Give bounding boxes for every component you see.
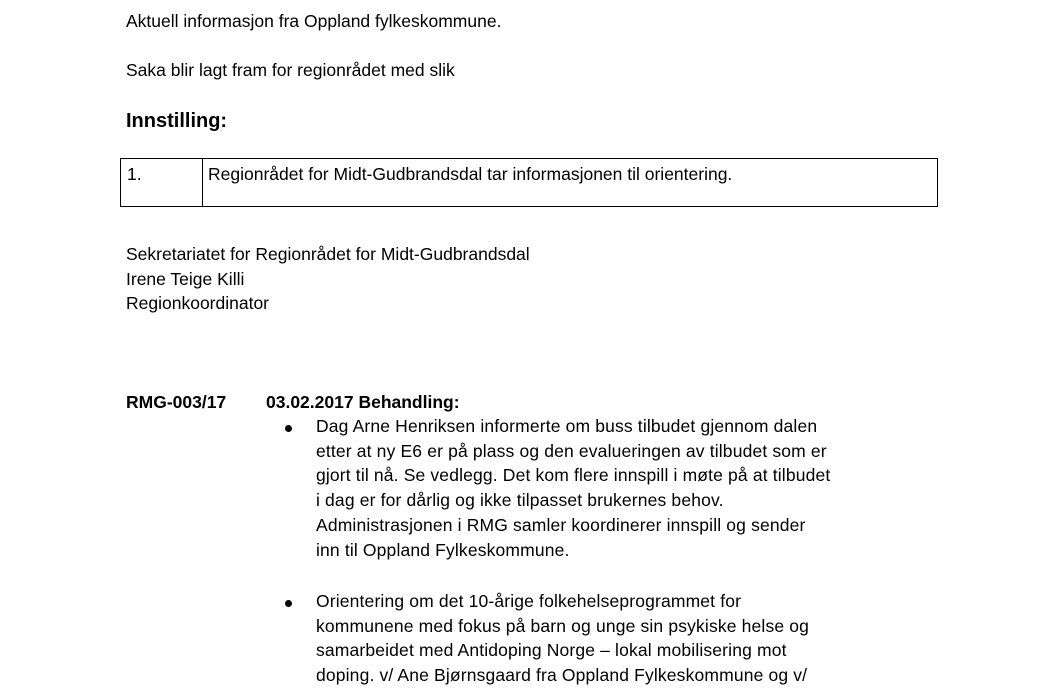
table-cell-number: 1. — [127, 164, 142, 184]
bullet-line: gjort til nå. Se vedlegg. Det kom flere innspill i møte på at tilbudet — [316, 465, 831, 486]
signature-org: Sekretariatet for Regionrådet for Midt-Gudbrandsdal — [126, 244, 530, 264]
intro-text: Aktuell informasjon fra Oppland fylkeskommune. — [126, 11, 502, 31]
signature-title: Regionkoordinator — [126, 293, 270, 313]
recommendation-table — [120, 158, 938, 207]
bullet-icon — [285, 600, 292, 607]
bullet-icon — [285, 425, 292, 432]
bullet-line: i dag er for dårlig og ikke tilpasset brukernes behov. — [316, 490, 724, 511]
bullet-line: Orientering om det 10-årige folkehelseprogrammet for — [316, 591, 742, 611]
table-divider — [202, 159, 203, 206]
proposal-text: Saka blir lagt fram for regionrådet med slik — [126, 60, 455, 80]
bullet-line: inn til Oppland Fylkeskommune. — [316, 539, 570, 560]
case-date-label: 03.02.2017 Behandling: — [266, 392, 460, 412]
bullet-item-bus — [316, 414, 936, 562]
recommendation-heading: Innstilling: — [126, 110, 228, 132]
bullet-line: Administrasjonen i RMG samler koordinerer innspill og sender — [316, 514, 806, 535]
bullet-line: samarbeidet med Antidoping Norge – lokal mobilisering mot — [316, 640, 787, 661]
bullet-item-public-health — [316, 589, 936, 688]
bullet-line: kommunene med fokus på barn og unge sin psykiske helse og — [316, 615, 810, 636]
bullet-line: doping. v/ Ane Bjørnsgaard fra Oppland Fylkeskommune og v/ — [316, 665, 808, 686]
table-cell-text: Regionrådet for Midt-Gudbrandsdal tar informasjonen til orientering. — [208, 164, 733, 184]
case-number: RMG-003/17 — [126, 392, 227, 412]
bullet-line: Dag Arne Henriksen informerte om buss tilbudet gjennom dalen — [316, 416, 818, 436]
signature-name: Irene Teige Killi — [126, 269, 245, 289]
bullet-line: etter at ny E6 er på plass og den evalueringen av tilbudet som er — [316, 440, 827, 461]
